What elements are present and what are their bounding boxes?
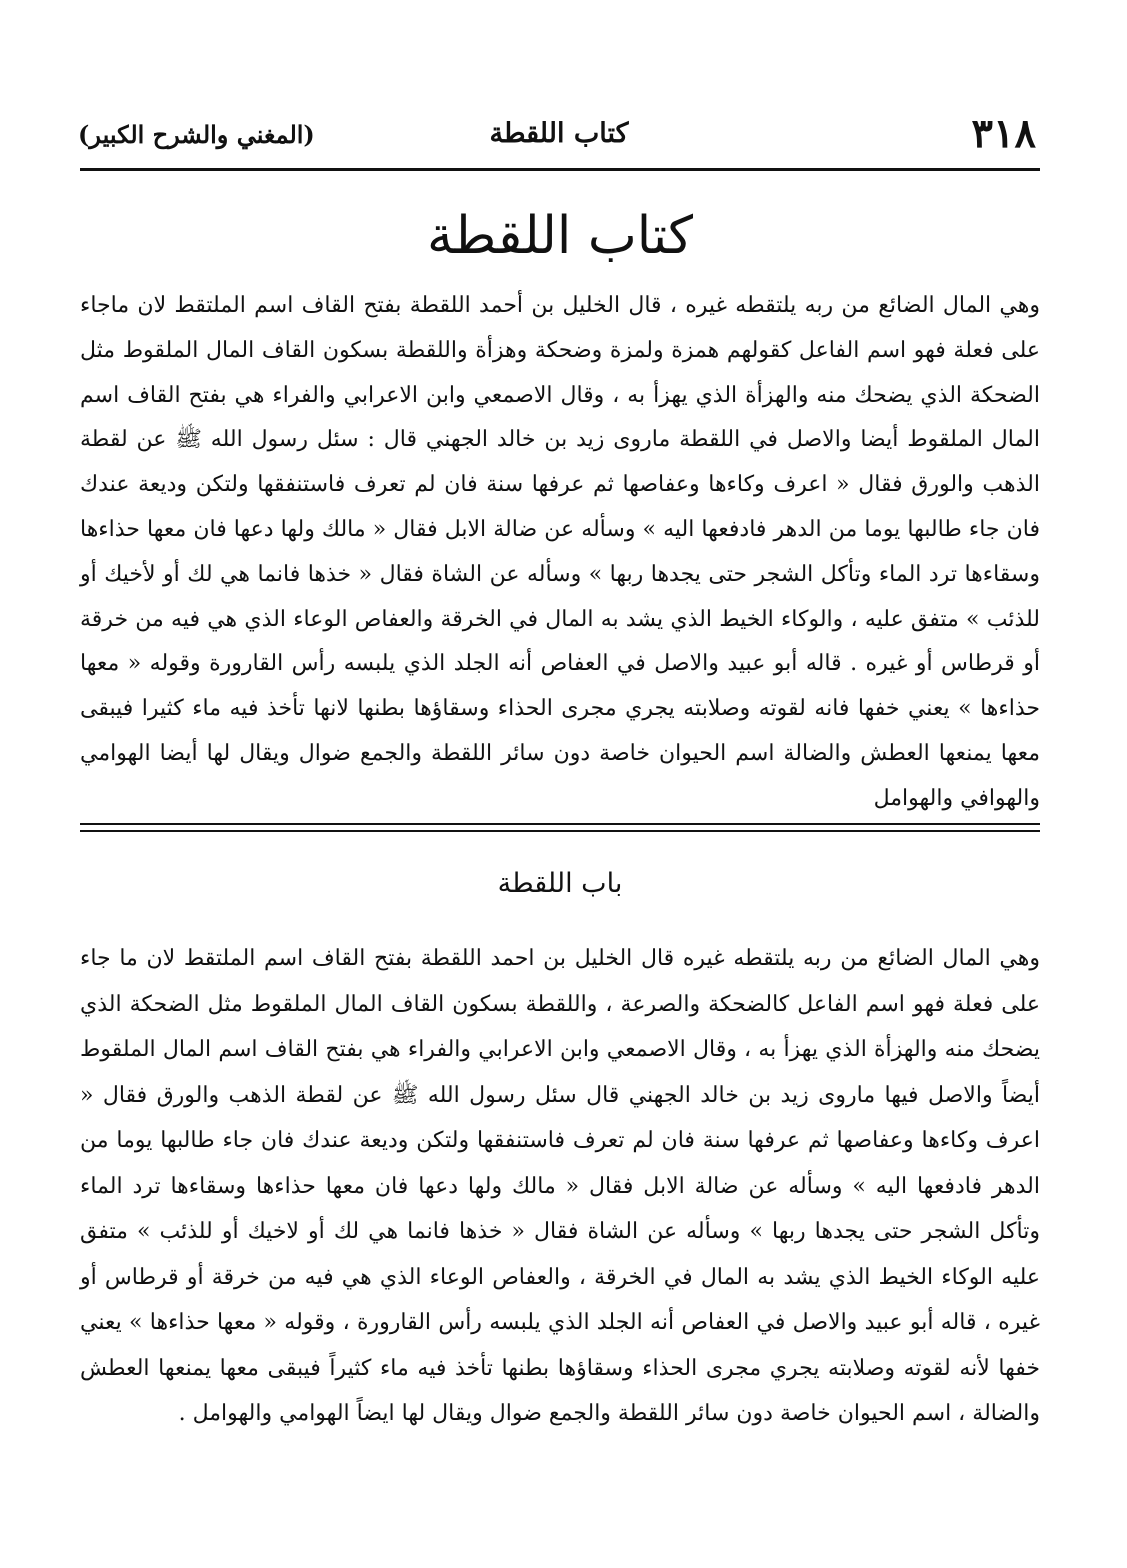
double-rule-divider	[80, 823, 1040, 832]
main-text-block: وهي المال الضائع من ربه يلتقطه غيره ، قال الخليل بن أحمد اللقطة بفتح القاف اسم الملتقط لان ماجاء على فعلة فهو اسم الفاعل كقولهم همزة ولمزة وضحكة وهزأة واللقطة بسكون القاف المال الملقوط مثل الضحكة الذي يضحك منه والهزأة الذي يهزأ به ، وقال الاصمعي وابن الاعرابي والفراء هي بفتح القاف اسم المال الملقوط أيضا والاصل في اللقطة ماروى زيد بن خالد الجهني قال : سئل رسول الله ﷺ عن لقطة الذهب والورق فقال « اعرف وكاءها وعفاصها ثم عرفها سنة فان لم تعرف فاستنفقها ولتكن وديعة عندك فان جاء طالبها يوما من الدهر فادفعها اليه » وسأله عن ضالة الابل فقال « مالك ولها دعها فان معها حذاءها وسقاءها ترد الماء وتأكل الشجر حتى يجدها ربها » وسأله عن الشاة فقال « خذها فانما هي لك أو لأخيك أو للذئب » متفق عليه ، والوكاء الخيط الذي يشد به المال في الخرقة والعفاص الوعاء الذي هي فيه من خرقة أو قرطاس أو غيره . قاله أبو عبيد والاصل في العفاص أنه الجلد الذي يلبسه رأس القارورة وقوله « معها حذاءها » يعني خفها فانه لقوته وصلابته يجري مجرى الحذاء وسقاؤها بطنها لانها تأخذ فيه ماء كثيرا فيبقى معها يمنعها العطش والضالة اسم الحيوان خاصة دون سائر اللقطة والجمع ضوال ويقال لها أيضا الهوامي والهوافي والهوامل	[80, 293, 1041, 811]
page-number: ٣١٨	[971, 110, 1036, 157]
chapter-title: كتاب اللقطة	[426, 206, 694, 266]
header-rule	[80, 168, 1040, 171]
running-head	[78, 110, 1040, 162]
book-title: (المغني والشرح الكبير)	[78, 120, 315, 149]
section-title: باب اللقطة	[497, 868, 623, 899]
commentary-text-block: وهي المال الضائع من ربه يلتقطه غيره قال الخليل بن احمد اللقطة بفتح القاف اسم الملتقط لان ما جاء على فعلة فهو اسم الفاعل كالضحكة والصرعة ، واللقطة بسكون القاف المال الملقوط مثل الضحكة الذي يضحك منه والهزأة الذي يهزأ به ، وقال الاصمعي وابن الاعرابي والفراء هي بفتح القاف اسم المال الملقوط أيضاً والاصل فيها ماروى زيد بن خالد الجهني قال سئل رسول الله ﷺ عن لقطة الذهب والورق فقال « اعرف وكاءها وعفاصها ثم عرفها سنة فان لم تعرف فاستنفقها ولتكن وديعة عندك فان جاء طالبها يوما من الدهر فادفعها اليه » وسأله عن ضالة الابل فقال « مالك ولها دعها فان معها حذاءها وسقاءها ترد الماء وتأكل الشجر حتى يجدها ربها » وسأله عن الشاة فقال « خذها فانما هي لك أو لاخيك أو للذئب » متفق عليه الوكاء الخيط الذي يشد به المال في الخرقة ، والعفاص الوعاء الذي هي فيه من خرقة أو قرطاس أو غيره ، قاله أبو عبيد والاصل في العفاص أنه الجلد الذي يلبسه رأس القارورة ، وقوله « معها حذاءها » يعني خفها لأنه لقوته وصلابته يجري مجرى الحذاء وسقاؤها بطنها تأخذ فيه ماء كثيراً فيبقى معها يمنعها العطش والضالة ، اسم الحيوان خاصة دون سائر اللقطة والجمع ضوال ويقال لها ايضاً الهوامي والهوامل .	[80, 946, 1040, 1426]
running-title: كتاب اللقطة	[489, 118, 629, 149]
